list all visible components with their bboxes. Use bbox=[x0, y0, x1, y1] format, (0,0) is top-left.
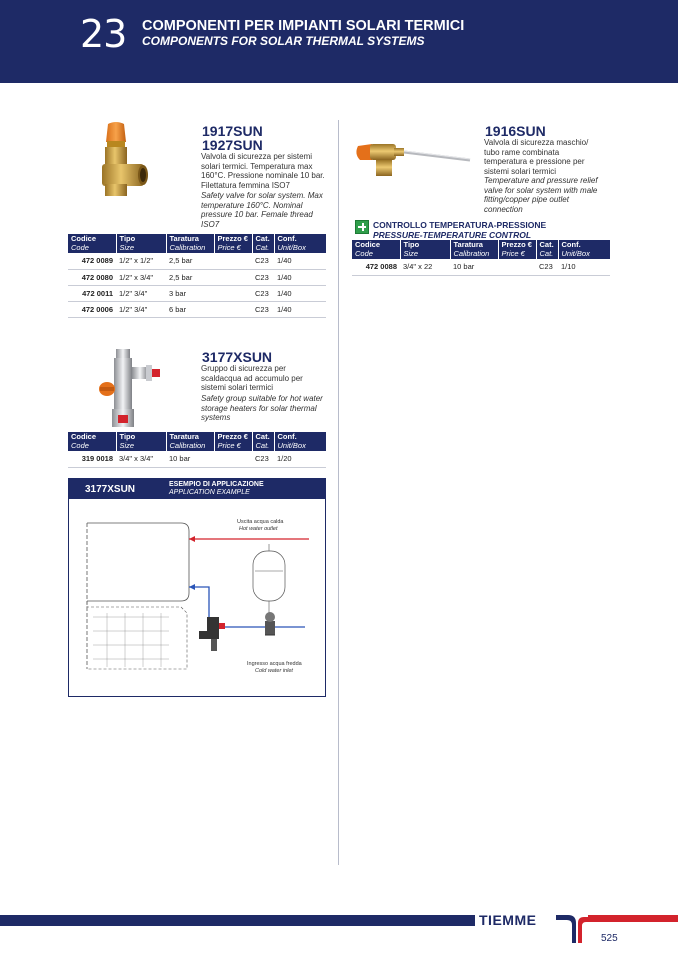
application-code: 3177XSUN bbox=[85, 484, 136, 495]
col-price: Prezzo € Price € bbox=[498, 240, 536, 259]
page-number: 525 bbox=[601, 933, 618, 944]
col-size: Tipo Size bbox=[400, 240, 450, 259]
table-row: 472 0088 3/4" x 22 10 bar C23 1/10 bbox=[352, 259, 610, 275]
safety-group-image bbox=[98, 345, 163, 430]
table-row: 319 0018 3/4" x 3/4" 10 bar C23 1/20 bbox=[68, 451, 326, 467]
product-description-en: Temperature and pressure relief valve for solar system with male fitting/copper pipe outlet connection bbox=[484, 176, 598, 214]
col-calibration: Taratura Calibration bbox=[166, 234, 214, 253]
footer-accent bbox=[588, 915, 678, 922]
col-calibration: Taratura Calibration bbox=[166, 432, 214, 451]
temperature-pressure-valve-image bbox=[354, 138, 474, 183]
footer-hook-icon bbox=[556, 915, 596, 945]
product-description-en: Safety valve for solar system. Max temperature 160°C. Nominal pressure 10 bar. Female thread ISO7 bbox=[201, 191, 323, 229]
table-row: 472 0080 1/2" x 3/4" 2,5 bar C23 1/40 bbox=[68, 269, 326, 285]
control-label-en: PRESSURE-TEMPERATURE CONTROL bbox=[373, 230, 532, 240]
product-title: 1927SUN bbox=[202, 137, 263, 153]
table-row: 472 0006 1/2" 3/4" 6 bar C23 1/40 bbox=[68, 301, 326, 317]
safety-valve-image bbox=[95, 120, 155, 200]
col-cat: Cat. Cat. bbox=[252, 234, 274, 253]
control-label-it: CONTROLLO TEMPERATURA-PRESSIONE bbox=[373, 220, 547, 230]
chapter-title-it: COMPONENTI PER IMPIANTI SOLARI TERMICI bbox=[142, 18, 465, 34]
cold-water-label-en: Cold water inlet bbox=[255, 668, 293, 674]
hot-water-label-it: Uscita acqua calda bbox=[237, 519, 284, 525]
brand-logo: TIEMME bbox=[479, 912, 537, 928]
chapter-number: 23 bbox=[80, 12, 127, 56]
page-header bbox=[0, 0, 678, 83]
chapter-title-en: COMPONENTS FOR SOLAR THERMAL SYSTEMS bbox=[142, 34, 425, 48]
product-title: 1916SUN bbox=[485, 123, 546, 139]
hot-water-label-en: Hot water outlet bbox=[239, 526, 278, 532]
product-table bbox=[352, 240, 610, 276]
product-description-en: Safety group suitable for hot water storage heaters for solar thermal systems bbox=[201, 394, 323, 423]
footer-bar bbox=[0, 915, 475, 926]
application-header bbox=[69, 479, 325, 499]
col-box: Conf. Unit/Box bbox=[558, 240, 610, 259]
product-title: 1917SUN bbox=[202, 123, 263, 139]
col-code: Codice Code bbox=[68, 234, 116, 253]
col-price: Prezzo € Price € bbox=[214, 432, 252, 451]
col-box: Conf. Unit/Box bbox=[274, 432, 326, 451]
col-cat: Cat. Cat. bbox=[536, 240, 558, 259]
product-table bbox=[68, 432, 326, 468]
col-code: Codice Code bbox=[68, 432, 116, 451]
product-description-it: Gruppo di sicurezza per scaldacqua ad accumulo per sistemi solari termici bbox=[201, 364, 303, 393]
application-title-en: APPLICATION EXAMPLE bbox=[169, 489, 250, 496]
col-calibration: Taratura Calibration bbox=[450, 240, 498, 259]
table-row: 472 0011 1/2" 3/4" 3 bar C23 1/40 bbox=[68, 285, 326, 301]
column-divider bbox=[338, 120, 339, 865]
col-box: Conf. Unit/Box bbox=[274, 234, 326, 253]
col-code: Codice Code bbox=[352, 240, 400, 259]
product-description-it: Valvola di sicurezza per sistemi solari termici. Temperatura max 160°C. Pressione nominale 10 bar. Filettatura femmina ISO7 bbox=[201, 152, 325, 190]
application-title-it: ESEMPIO DI APPLICAZIONE bbox=[169, 481, 264, 488]
product-table bbox=[68, 234, 326, 318]
product-title: 3177XSUN bbox=[202, 349, 273, 365]
col-size: Tipo Size bbox=[116, 432, 166, 451]
col-price: Prezzo € Price € bbox=[214, 234, 252, 253]
application-example bbox=[68, 478, 326, 697]
table-row: 472 0089 1/2" x 1/2" 2,5 bar C23 1/40 bbox=[68, 253, 326, 269]
cold-water-label-it: Ingresso acqua fredda bbox=[247, 661, 302, 667]
col-size: Tipo Size bbox=[116, 234, 166, 253]
product-description-it: Valvola di sicurezza maschio/ tubo rame combinata temperatura e pressione per sistemi solari termici bbox=[484, 138, 589, 176]
col-cat: Cat. Cat. bbox=[252, 432, 274, 451]
plus-badge-icon bbox=[355, 220, 369, 234]
